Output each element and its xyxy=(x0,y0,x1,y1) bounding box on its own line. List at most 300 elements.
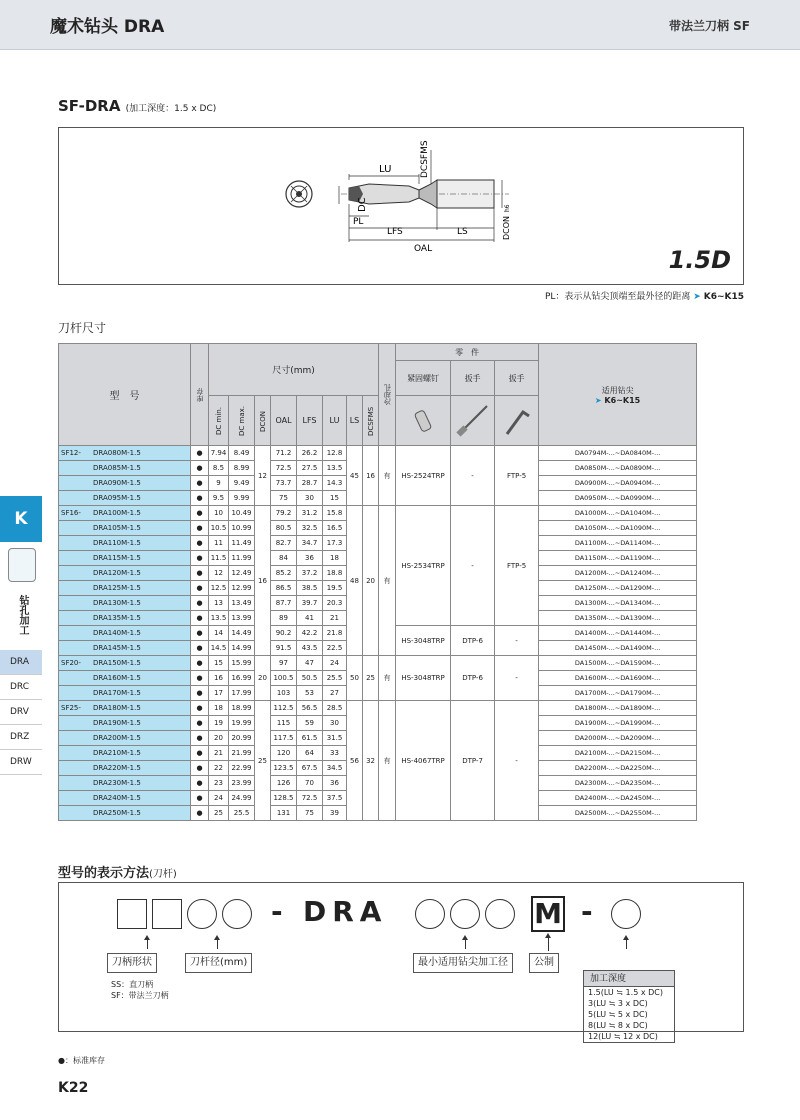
cell-lfs: 28.7 xyxy=(297,476,323,491)
cell-tip: DA1450M-...~DA1490M-... xyxy=(539,641,697,656)
model-code: DRA100M-1.5 xyxy=(93,509,141,517)
cell-dcmin: 17 xyxy=(209,686,229,701)
cell-ls: 56 xyxy=(347,701,363,821)
cell-model xyxy=(59,536,191,551)
cell-oal: 75 xyxy=(271,491,297,506)
cell-lu: 18 xyxy=(323,551,347,566)
cell-model xyxy=(59,566,191,581)
cell-dcmin: 22 xyxy=(209,761,229,776)
cell-screw: HS-3048TRP xyxy=(396,656,451,701)
cell-model xyxy=(59,551,191,566)
cell-dcmin: 13 xyxy=(209,596,229,611)
cell-dcmax: 21.99 xyxy=(229,746,255,761)
designation-title-text: 型号的表示方法 xyxy=(58,866,150,881)
dash-2: - xyxy=(581,895,599,928)
cell-coolant: 有 xyxy=(379,656,396,701)
model-code: DRA080M-1.5 xyxy=(93,449,141,457)
model-prefix: SF20- xyxy=(61,659,81,667)
cell-dcmin: 11.5 xyxy=(209,551,229,566)
sidebar-item-dra[interactable]: DRA xyxy=(0,650,42,675)
cell-dcmax: 11.49 xyxy=(229,536,255,551)
cell-oal: 117.5 xyxy=(271,731,297,746)
cell-dcmin: 13.5 xyxy=(209,611,229,626)
depth-table xyxy=(583,970,675,1043)
cell-oal: 82.7 xyxy=(271,536,297,551)
cell-dcmax: 20.99 xyxy=(229,731,255,746)
section-title-text: SF-DRA xyxy=(58,97,121,115)
shank-shape-square-2 xyxy=(152,899,182,929)
tip-dia-circle-2 xyxy=(450,899,480,929)
model-code: DRA170M-1.5 xyxy=(93,689,141,697)
cell-lu: 27 xyxy=(323,686,347,701)
designation-box xyxy=(58,882,744,1041)
cell-model xyxy=(59,671,191,686)
cell-dcmax: 9.49 xyxy=(229,476,255,491)
col-wrench2: 扳手 xyxy=(495,361,539,396)
label-pl: PL xyxy=(353,217,364,227)
cell-oal: 91.5 xyxy=(271,641,297,656)
cell-stock: ● xyxy=(191,581,209,596)
cell-model xyxy=(59,596,191,611)
label-shank-shape: 刀柄形状 xyxy=(107,953,157,973)
section-subtitle: (加工深度：1.5 x DC) xyxy=(125,104,217,114)
specs-table-body xyxy=(59,446,697,821)
cell-tip: DA1400M-...~DA1440M-... xyxy=(539,626,697,641)
chapter-vertical-label: 钻孔加工 xyxy=(17,595,28,635)
cell-dcmax: 12.99 xyxy=(229,581,255,596)
cell-lfs: 70 xyxy=(297,776,323,791)
cell-stock: ● xyxy=(191,806,209,821)
cell-dcmin: 10 xyxy=(209,506,229,521)
cell-dcon: 25 xyxy=(255,701,271,821)
cell-oal: 90.2 xyxy=(271,626,297,641)
shank-shape-square-1 xyxy=(117,899,147,929)
end-view-icon xyxy=(286,181,312,207)
cell-oal: 112.5 xyxy=(271,701,297,716)
cell-lu: 39 xyxy=(323,806,347,821)
stock-footnote: ●：标准库存 xyxy=(58,1056,105,1065)
cell-lfs: 59 xyxy=(297,716,323,731)
cell-dcmax: 8.49 xyxy=(229,446,255,461)
cell-lfs: 27.5 xyxy=(297,461,323,476)
cell-dcmax: 9.99 xyxy=(229,491,255,506)
arrow-right-icon: ➤ xyxy=(594,395,602,405)
model-code: DRA150M-1.5 xyxy=(93,659,141,667)
model-code: DRA110M-1.5 xyxy=(93,539,141,547)
cell-lu: 28.5 xyxy=(323,701,347,716)
torx-driver-icon xyxy=(451,396,495,446)
cell-wrench1: DTP-6 xyxy=(451,656,495,701)
shank-dia-circle-1 xyxy=(187,899,217,929)
cell-lu: 36 xyxy=(323,776,347,791)
col-coolant: 冷却孔 xyxy=(379,344,396,446)
cell-tip: DA0950M-...~DA0990M-... xyxy=(539,491,697,506)
model-code: DRA105M-1.5 xyxy=(93,524,141,532)
cell-ls: 45 xyxy=(347,446,363,506)
label-lu: LU xyxy=(379,164,392,175)
model-code: DRA130M-1.5 xyxy=(93,599,141,607)
cell-tip: DA2500M-...~DA2550M-... xyxy=(539,806,697,821)
sidebar-item-drc[interactable]: DRC xyxy=(0,675,42,700)
cell-tip: DA1150M-...~DA1190M-... xyxy=(539,551,697,566)
cell-dcmin: 10.5 xyxy=(209,521,229,536)
cell-dcmax: 12.49 xyxy=(229,566,255,581)
cell-oal: 79.2 xyxy=(271,506,297,521)
cell-dcmin: 19 xyxy=(209,716,229,731)
label-ls: LS xyxy=(457,227,468,237)
cell-lfs: 30 xyxy=(297,491,323,506)
cell-lfs: 67.5 xyxy=(297,761,323,776)
cell-wrench2: FTP-5 xyxy=(495,506,539,626)
cell-lfs: 26.2 xyxy=(297,446,323,461)
col-dims: 尺寸(mm) xyxy=(209,344,379,396)
cell-screw: HS-3048TRP xyxy=(396,626,451,656)
cell-wrench1: - xyxy=(451,446,495,506)
cell-dcmin: 8.5 xyxy=(209,461,229,476)
label-dcon-tolerance: h6 xyxy=(504,204,511,212)
cell-coolant: 有 xyxy=(379,506,396,656)
cell-dcmax: 24.99 xyxy=(229,791,255,806)
cell-dcmin: 15 xyxy=(209,656,229,671)
cell-dcon: 16 xyxy=(255,506,271,656)
label-dc: DC xyxy=(357,197,368,212)
cell-model xyxy=(59,611,191,626)
arrow-depth-icon xyxy=(626,939,627,949)
label-lfs: LFS xyxy=(387,227,403,237)
cell-stock: ● xyxy=(191,611,209,626)
cell-lu: 18.8 xyxy=(323,566,347,581)
cell-lfs: 42.2 xyxy=(297,626,323,641)
cell-tip: DA1100M-...~DA1140M-... xyxy=(539,536,697,551)
cell-lfs: 75 xyxy=(297,806,323,821)
model-code: DRA090M-1.5 xyxy=(93,479,141,487)
model-prefix: SF16- xyxy=(61,509,81,517)
cell-tip: DA0900M-...~DA0940M-... xyxy=(539,476,697,491)
shape-note-sf: SF：带法兰刀柄 xyxy=(111,991,169,1000)
shank-dia-circle-2 xyxy=(222,899,252,929)
cell-wrench2: - xyxy=(495,701,539,821)
sidebar-item-drz[interactable]: DRZ xyxy=(0,725,42,750)
pl-note-ref: K6~K15 xyxy=(703,292,744,302)
cell-lfs: 41 xyxy=(297,611,323,626)
screw-icon xyxy=(396,396,451,446)
sidebar-item-drw[interactable]: DRW xyxy=(0,750,42,775)
cell-tip: DA1050M-...~DA1090M-... xyxy=(539,521,697,536)
cell-lu: 21.8 xyxy=(323,626,347,641)
cell-oal: 115 xyxy=(271,716,297,731)
cell-stock: ● xyxy=(191,776,209,791)
cell-oal: 71.2 xyxy=(271,446,297,461)
cell-ls: 48 xyxy=(347,506,363,656)
cell-lfs: 72.5 xyxy=(297,791,323,806)
cell-lfs: 34.7 xyxy=(297,536,323,551)
cell-stock: ● xyxy=(191,731,209,746)
cell-oal: 100.5 xyxy=(271,671,297,686)
col-tip-ref: K6~K15 xyxy=(604,395,641,405)
table-title: 刀杆尺寸 xyxy=(58,321,107,335)
arrow-dia-icon xyxy=(217,939,218,949)
cell-model xyxy=(59,476,191,491)
cell-lu: 15.8 xyxy=(323,506,347,521)
specs-table xyxy=(58,343,697,821)
cell-stock: ● xyxy=(191,446,209,461)
model-code: DRA230M-1.5 xyxy=(93,779,141,787)
cell-stock: ● xyxy=(191,746,209,761)
depth-row: 5(LU ≒ 5 x DC) xyxy=(588,1010,648,1019)
depth-row: 3(LU ≒ 3 x DC) xyxy=(588,999,648,1008)
cell-stock: ● xyxy=(191,521,209,536)
cell-stock: ● xyxy=(191,686,209,701)
shape-notes xyxy=(111,979,169,1001)
cell-model xyxy=(59,521,191,536)
cell-dcmax: 11.99 xyxy=(229,551,255,566)
arrow-shape-icon xyxy=(147,939,148,949)
cell-lu: 22.5 xyxy=(323,641,347,656)
cell-tip: DA1350M-...~DA1390M-... xyxy=(539,611,697,626)
cell-tip: DA1200M-...~DA1240M-... xyxy=(539,566,697,581)
tip-dia-circle-3 xyxy=(485,899,515,929)
cell-model xyxy=(59,581,191,596)
model-code: DRA180M-1.5 xyxy=(93,704,141,712)
cell-lfs: 61.5 xyxy=(297,731,323,746)
cell-lfs: 43.5 xyxy=(297,641,323,656)
cell-stock: ● xyxy=(191,506,209,521)
col-dcmin: DC min. xyxy=(209,396,229,446)
chapter-tab: K xyxy=(0,496,42,542)
table-row xyxy=(59,701,697,716)
cell-oal: 120 xyxy=(271,746,297,761)
sidebar-item-drv[interactable]: DRV xyxy=(0,700,42,725)
cell-tip: DA1250M-...~DA1290M-... xyxy=(539,581,697,596)
cell-wrench1: - xyxy=(451,506,495,626)
cell-oal: 123.5 xyxy=(271,761,297,776)
col-tip xyxy=(539,344,697,446)
cell-model xyxy=(59,701,191,716)
cell-wrench1: DTP-7 xyxy=(451,701,495,821)
cell-tip: DA1300M-...~DA1340M-... xyxy=(539,596,697,611)
cell-model xyxy=(59,626,191,641)
col-lfs: LFS xyxy=(297,396,323,446)
model-prefix: SF12- xyxy=(61,449,81,457)
cell-wrench2: - xyxy=(495,656,539,701)
cell-tip: DA1700M-...~DA1790M-... xyxy=(539,686,697,701)
torx-key-icon xyxy=(495,396,539,446)
col-dcsfms: DCSFMS xyxy=(363,396,379,446)
cell-wrench2: FTP-5 xyxy=(495,446,539,506)
cell-stock: ● xyxy=(191,536,209,551)
cell-tip: DA2200M-...~DA2250M-... xyxy=(539,761,697,776)
table-row xyxy=(59,506,697,521)
cell-dcmax: 13.99 xyxy=(229,611,255,626)
cell-lfs: 38.5 xyxy=(297,581,323,596)
col-stock: 库存 xyxy=(191,344,209,446)
cell-stock: ● xyxy=(191,566,209,581)
cell-lfs: 36 xyxy=(297,551,323,566)
depth-badge: 1.5D xyxy=(668,246,731,274)
cell-dcmax: 22.99 xyxy=(229,761,255,776)
cell-lu: 24 xyxy=(323,656,347,671)
cell-lu: 34.5 xyxy=(323,761,347,776)
cell-tip: DA0794M-...~DA0840M-... xyxy=(539,446,697,461)
cell-tip: DA1500M-...~DA1590M-... xyxy=(539,656,697,671)
cell-stock: ● xyxy=(191,626,209,641)
cell-lfs: 56.5 xyxy=(297,701,323,716)
cell-dcmax: 10.49 xyxy=(229,506,255,521)
arrow-tip-icon xyxy=(465,939,466,949)
cell-dcmin: 12 xyxy=(209,566,229,581)
cell-dcmax: 18.99 xyxy=(229,701,255,716)
cell-lu: 14.3 xyxy=(323,476,347,491)
cell-model xyxy=(59,761,191,776)
cell-model xyxy=(59,746,191,761)
cell-coolant: 有 xyxy=(379,446,396,506)
cell-tip: DA1800M-...~DA1890M-... xyxy=(539,701,697,716)
label-dcsfms: DCSFMS xyxy=(420,140,430,178)
cell-model xyxy=(59,716,191,731)
cell-lfs: 64 xyxy=(297,746,323,761)
col-model: 型 号 xyxy=(59,344,191,446)
cell-dcmax: 23.99 xyxy=(229,776,255,791)
col-dcon: DCON xyxy=(255,396,271,446)
label-shank-dia: 刀杆径(mm) xyxy=(185,953,252,973)
cell-dcsfms: 20 xyxy=(363,506,379,656)
cell-model xyxy=(59,806,191,821)
cell-oal: 97 xyxy=(271,656,297,671)
cell-stock: ● xyxy=(191,671,209,686)
depth-row: 8(LU ≒ 8 x DC) xyxy=(588,1021,648,1030)
cell-dcmax: 14.99 xyxy=(229,641,255,656)
cell-dcmax: 16.99 xyxy=(229,671,255,686)
cell-stock: ● xyxy=(191,461,209,476)
cell-lu: 33 xyxy=(323,746,347,761)
shape-note-ss: SS：直刀柄 xyxy=(111,980,154,989)
cell-model xyxy=(59,461,191,476)
pl-note-text: PL：表示从钻尖顶端至最外径的距离 xyxy=(544,292,691,302)
cell-coolant: 有 xyxy=(379,701,396,821)
cell-dcmin: 9.5 xyxy=(209,491,229,506)
section-title xyxy=(58,97,216,115)
cell-dcmin: 21 xyxy=(209,746,229,761)
cell-dcmax: 17.99 xyxy=(229,686,255,701)
label-min-tip: 最小适用钻尖加工径 xyxy=(413,953,513,973)
page-header xyxy=(0,0,800,50)
cell-dcmin: 23 xyxy=(209,776,229,791)
model-code: DRA135M-1.5 xyxy=(93,614,141,622)
cell-wrench2: - xyxy=(495,626,539,656)
model-code: DRA220M-1.5 xyxy=(93,764,141,772)
cell-oal: 85.2 xyxy=(271,566,297,581)
col-lu: LU xyxy=(323,396,347,446)
cell-wrench1: DTP-6 xyxy=(451,626,495,656)
label-dcon: DCON xyxy=(502,215,511,240)
cell-lfs: 50.5 xyxy=(297,671,323,686)
drill-drawing-svg xyxy=(59,128,745,286)
col-oal: OAL xyxy=(271,396,297,446)
pl-note xyxy=(420,289,744,302)
cell-model xyxy=(59,491,191,506)
model-code: DRA085M-1.5 xyxy=(93,464,141,472)
cell-oal: 86.5 xyxy=(271,581,297,596)
cell-oal: 103 xyxy=(271,686,297,701)
cell-model xyxy=(59,446,191,461)
cell-ls: 50 xyxy=(347,656,363,701)
col-wrench1: 扳手 xyxy=(451,361,495,396)
cell-lu: 13.5 xyxy=(323,461,347,476)
cell-lu: 15 xyxy=(323,491,347,506)
cell-stock: ● xyxy=(191,491,209,506)
model-code: DRA240M-1.5 xyxy=(93,794,141,802)
cell-lu: 30 xyxy=(323,716,347,731)
sidebar-nav xyxy=(0,650,42,775)
cell-dcmax: 14.49 xyxy=(229,626,255,641)
cell-model xyxy=(59,641,191,656)
col-parts: 零 件 xyxy=(396,344,539,361)
cell-lu: 31.5 xyxy=(323,731,347,746)
designation-title xyxy=(58,862,177,881)
cell-dcmax: 15.99 xyxy=(229,656,255,671)
arrow-metric-icon xyxy=(548,937,549,951)
cell-lu: 25.5 xyxy=(323,671,347,686)
model-code: DRA145M-1.5 xyxy=(93,644,141,652)
cell-tip: DA1600M-...~DA1690M-... xyxy=(539,671,697,686)
cell-model xyxy=(59,686,191,701)
dash-1: - xyxy=(271,895,289,928)
table-row xyxy=(59,446,697,461)
cell-dcon: 12 xyxy=(255,446,271,506)
cell-lfs: 37.2 xyxy=(297,566,323,581)
cell-screw: HS-4067TRP xyxy=(396,701,451,821)
cell-dcmax: 13.49 xyxy=(229,596,255,611)
cell-oal: 131 xyxy=(271,806,297,821)
cell-stock: ● xyxy=(191,641,209,656)
cell-lfs: 47 xyxy=(297,656,323,671)
cell-dcmin: 18 xyxy=(209,701,229,716)
cell-dcmin: 14 xyxy=(209,626,229,641)
cell-dcmin: 9 xyxy=(209,476,229,491)
dra-code: DRA xyxy=(303,895,388,928)
cell-tip: DA2000M-...~DA2090M-... xyxy=(539,731,697,746)
cell-dcmax: 19.99 xyxy=(229,716,255,731)
cell-lfs: 39.7 xyxy=(297,596,323,611)
cell-stock: ● xyxy=(191,656,209,671)
col-dcmax: DC max. xyxy=(229,396,255,446)
cell-stock: ● xyxy=(191,476,209,491)
label-oal: OAL xyxy=(414,244,433,254)
cell-tip: DA2100M-...~DA2150M-... xyxy=(539,746,697,761)
model-code: DRA115M-1.5 xyxy=(93,554,141,562)
depth-circle xyxy=(611,899,641,929)
table-row xyxy=(59,656,697,671)
label-metric: 公制 xyxy=(529,953,559,973)
cell-dcsfms: 16 xyxy=(363,446,379,506)
cell-screw: HS-2534TRP xyxy=(396,506,451,626)
cell-oal: 72.5 xyxy=(271,461,297,476)
cell-model xyxy=(59,731,191,746)
header-category: 带法兰刀柄 SF xyxy=(668,19,750,33)
cell-dcon: 20 xyxy=(255,656,271,701)
cell-lu: 17.3 xyxy=(323,536,347,551)
cell-dcmin: 7.94 xyxy=(209,446,229,461)
cell-oal: 126 xyxy=(271,776,297,791)
cell-lfs: 31.2 xyxy=(297,506,323,521)
cell-model xyxy=(59,776,191,791)
cell-lu: 37.5 xyxy=(323,791,347,806)
page-title: 魔术钻头 DRA xyxy=(50,17,165,37)
model-code: DRA250M-1.5 xyxy=(93,809,141,817)
tool-drawing xyxy=(58,127,744,285)
cell-lu: 19.5 xyxy=(323,581,347,596)
cell-tip: DA1900M-...~DA1990M-... xyxy=(539,716,697,731)
